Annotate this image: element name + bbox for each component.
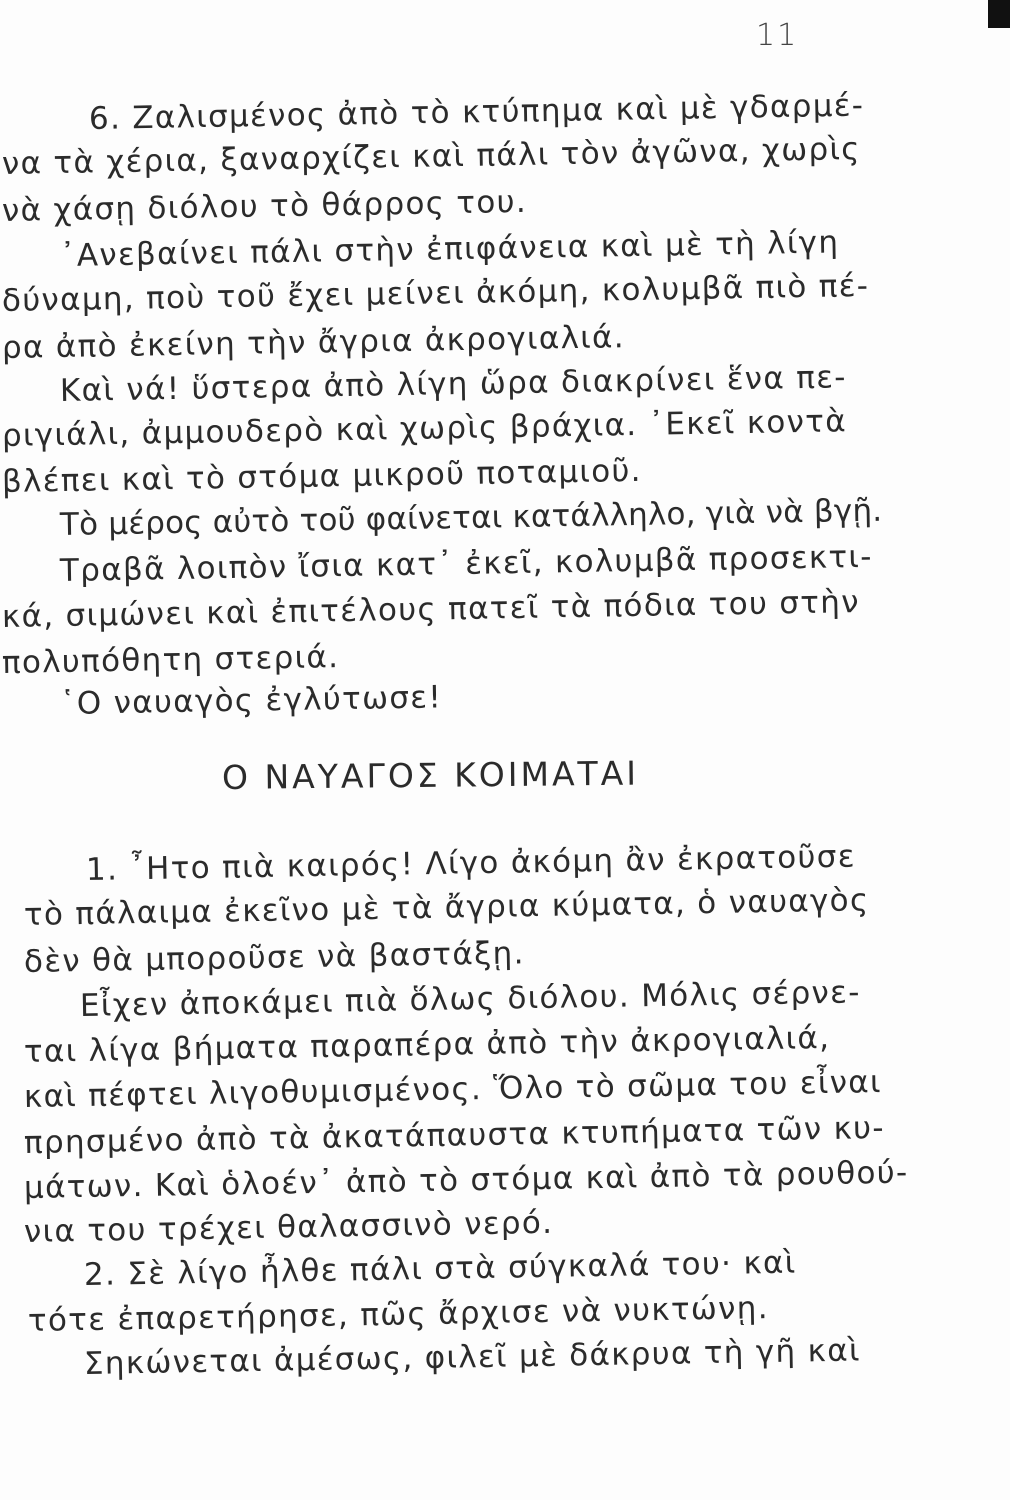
text-line: δὲν θὰ μποροῦσε νὰ βαστάξῃ.	[23, 935, 526, 980]
text-line: πολυπόθητη στεριά.	[1, 639, 340, 681]
text-line: Τραβᾶ λοιπὸν ἴσια κατ᾿ ἐκεῖ, κολυμβᾶ προσεκτι-	[59, 538, 873, 589]
scan-edge-mark	[988, 0, 1010, 28]
text-line: τὸ πάλαιμα ἐκεῖνο μὲ τὰ ἄγρια κύματα, ὁ ναυαγὸς	[23, 882, 870, 933]
page-number: 11	[756, 18, 799, 53]
text-line: βλέπει καὶ τὸ στόμα μικροῦ ποταμιοῦ.	[1, 452, 643, 500]
text-line: ῾Ο ναυαγὸς ἐγλύτωσε!	[59, 679, 443, 722]
text-line: κά, σιμώνει καὶ ἐπιτέλους πατεῖ τὰ πόδια του στὴν	[1, 584, 861, 635]
text-line: 2. Σὲ λίγο ἦλθε πάλι στὰ σύγκαλά του· καὶ	[83, 1244, 797, 1293]
text-line: Καὶ νά! ὕστερα ἀπὸ λίγη ὥρα διακρίνει ἕνα πε-	[59, 359, 848, 409]
text-line: Σηκώνεται ἀμέσως, φιλεῖ μὲ δάκρυα τὴ γῆ καὶ	[83, 1332, 862, 1382]
text-line: δύναμη, ποὺ τοῦ ἔχει μείνει ἀκόμη, κολυμβᾶ πιὸ πέ-	[1, 267, 870, 319]
text-line: 1. ῏Ητο πιὰ καιρός! Λίγο ἀκόμη ἂν ἐκρατοῦσε	[85, 838, 857, 888]
text-line: Τὸ μέρος αὐτὸ τοῦ φαίνεται κατάλληλο, γιὰ νὰ βγῇ.	[59, 492, 883, 543]
text-line: νὰ χάσῃ διόλου τὸ θάρρος του.	[1, 183, 528, 229]
text-line: ρα ἀπὸ ἐκείνη τὴν ἄγρια ἀκρογιαλιά.	[1, 319, 626, 366]
text-line: καὶ πέφτει λιγοθυμισμένος. Ὅλο τὸ σῶμα του εἶναι	[23, 1064, 883, 1115]
text-line: να τὰ χέρια, ξαναρχίζει καὶ πάλι τὸν ἀγῶνα, χωρὶς	[1, 131, 861, 182]
text-line: νια του τρέχει θαλασσινὸ νερό.	[23, 1204, 554, 1250]
text-line: μάτων. Καὶ ὁλοέν᾿ ἀπὸ τὸ στόμα καὶ ἀπὸ τὰ ρουθού-	[23, 1154, 909, 1206]
text-line: ται λίγα βήματα παραπέρα ἀπὸ τὴν ἀκρογιαλιά,	[23, 1019, 831, 1070]
text-line: Εἶχεν ἀποκάμει πιὰ ὅλως διόλου. Μόλις σέρνε-	[79, 974, 861, 1024]
text-line: ᾿Ανεβαίνει πάλι στὴν ἐπιφάνεια καὶ μὲ τὴ λίγη	[59, 224, 840, 274]
text-line: τότε ἐπαρετήρησε, πῶς ἄρχισε νὰ νυκτώνῃ.	[27, 1290, 770, 1339]
text-line: 6. Ζαλισμένος ἀπὸ τὸ κτύπημα καὶ μὲ γδαρμέ-	[88, 87, 865, 137]
chapter-heading: Ο ΝΑΥΑΓΟΣ ΚΟΙΜΑΤΑΙ	[221, 753, 640, 797]
text-line: πρησμένο ἀπὸ τὰ ἀκατάπαυστα κτυπήματα τῶν κυ-	[23, 1109, 886, 1161]
text-line: ριγιάλι, ἀμμουδερὸ καὶ χωρὶς βράχια. ᾿Εκεῖ κοντὰ	[1, 403, 848, 454]
